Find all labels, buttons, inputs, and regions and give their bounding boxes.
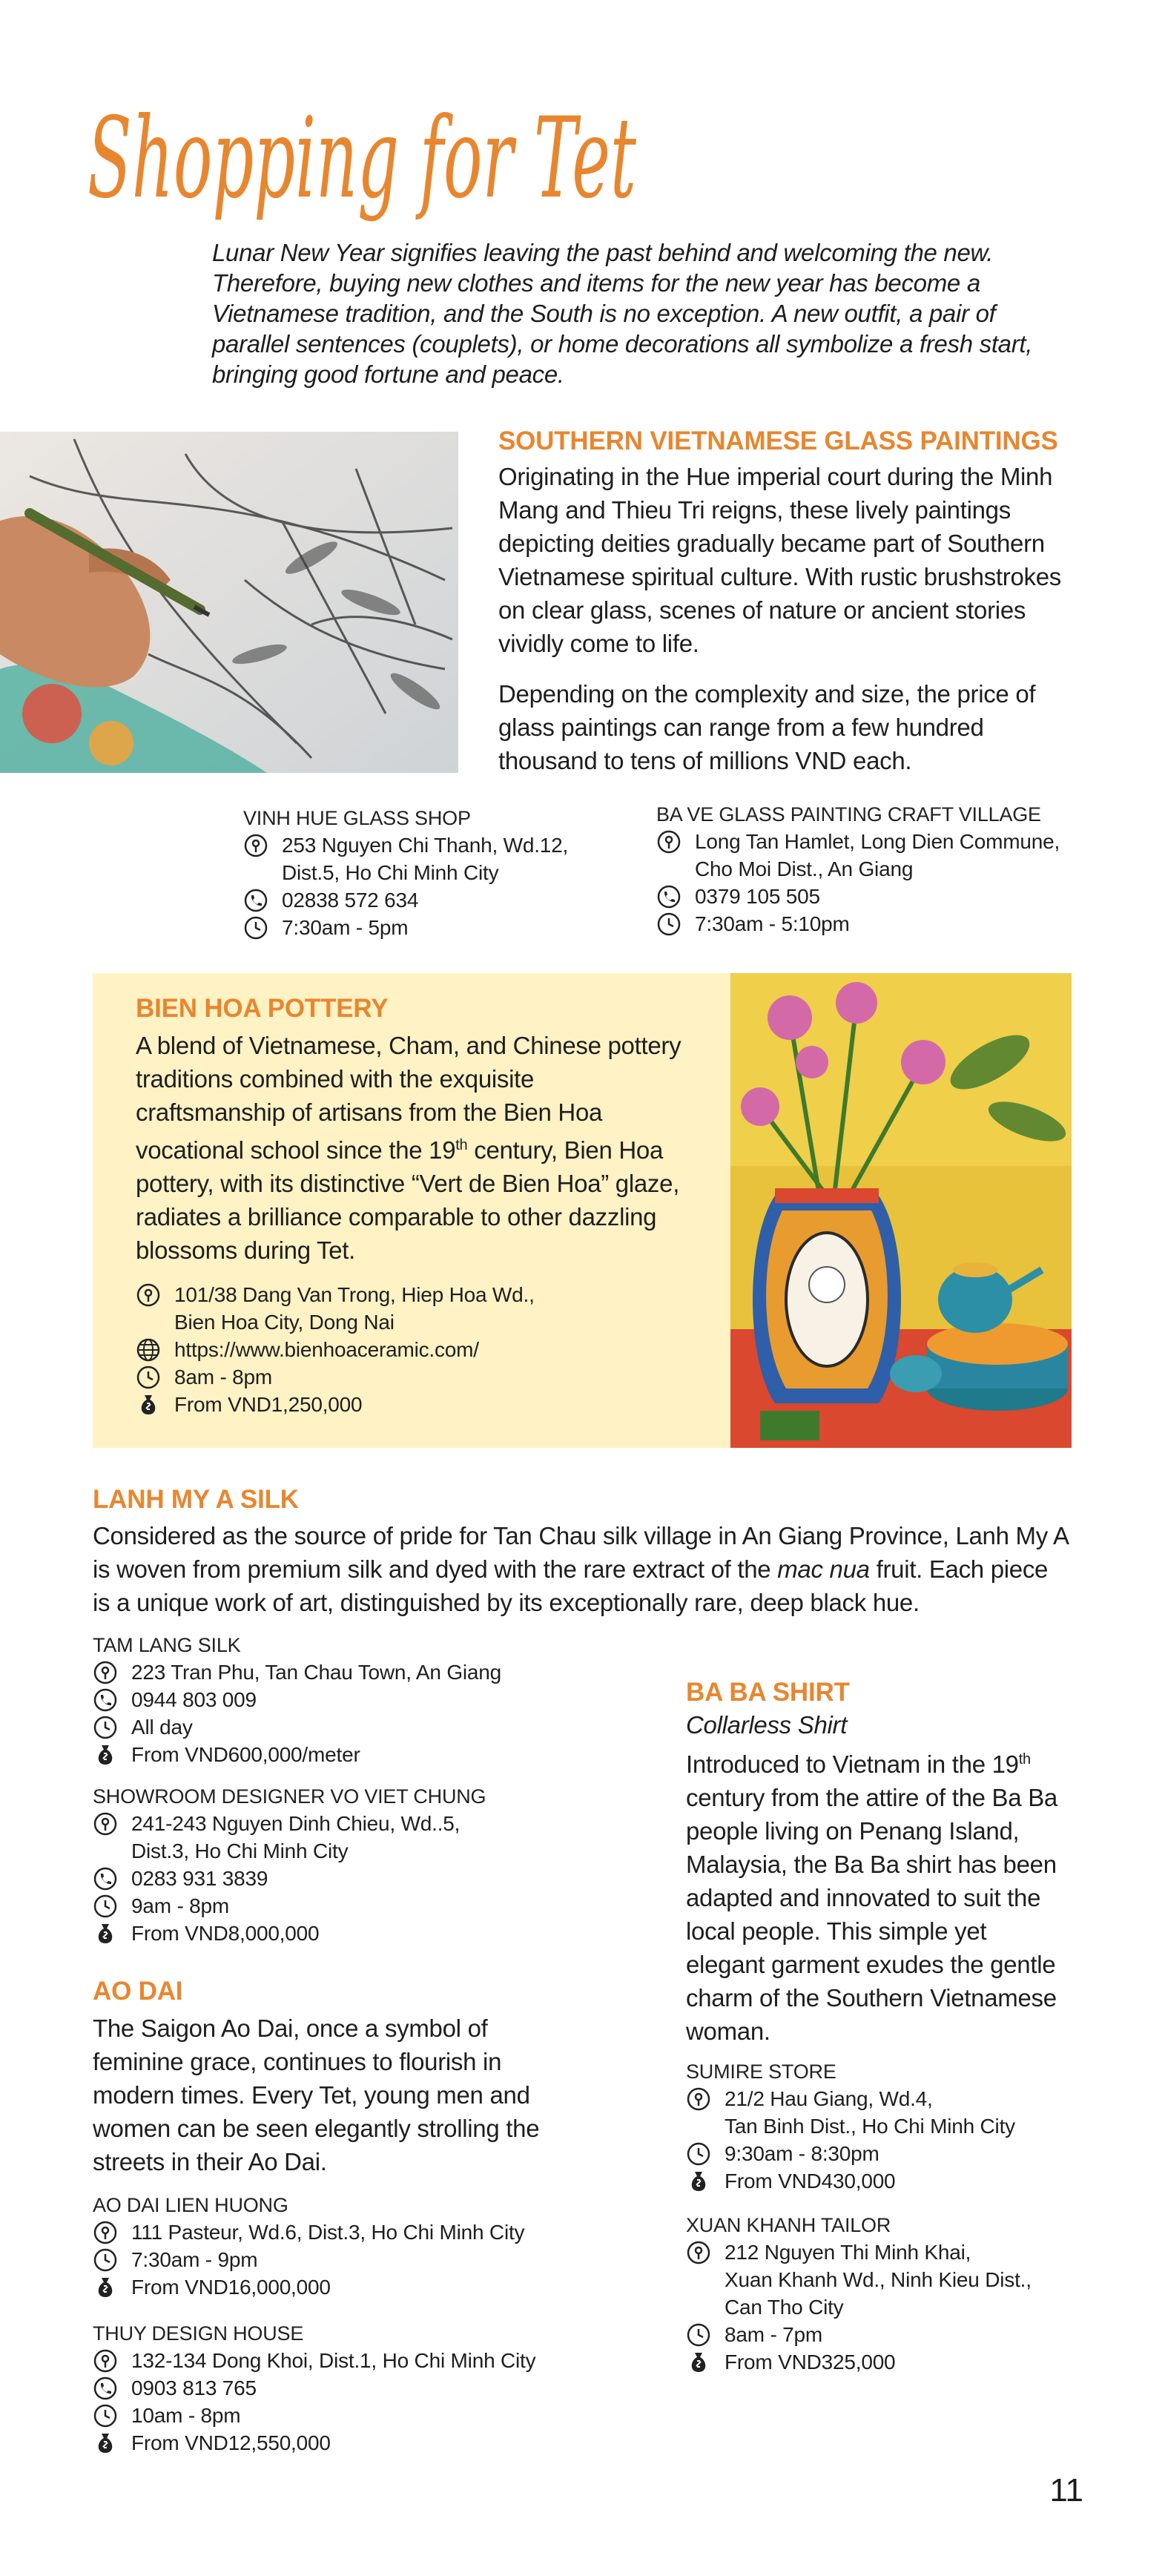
money-bag-icon xyxy=(93,2275,118,2300)
price-text: From VND16,000,000 xyxy=(131,2276,331,2299)
location-pin-icon xyxy=(686,2240,711,2265)
phone-icon xyxy=(656,884,681,909)
hours-text: 8am - 8pm xyxy=(174,1366,273,1389)
phone-icon xyxy=(243,888,268,913)
clock-icon xyxy=(686,2141,711,2167)
hours-row xyxy=(93,1713,686,1741)
phone-icon xyxy=(93,2376,118,2401)
hours-text: 8am - 7pm xyxy=(725,2323,823,2346)
phone-text: 0379 105 505 xyxy=(695,885,820,908)
location-pin-icon xyxy=(93,1660,118,1685)
globe-icon xyxy=(136,1337,161,1363)
location-pin-icon xyxy=(136,1282,161,1308)
baba-heading: BA BA SHIRT xyxy=(686,1678,850,1707)
address-text: 212 Nguyen Thi Minh Khai, Xuan Khanh Wd., Ninh Kieu Dist., Can Tho City xyxy=(725,2241,1032,2319)
phone-row xyxy=(93,2374,701,2402)
clock-icon xyxy=(656,912,681,937)
price-text: From VND1,250,000 xyxy=(174,1393,363,1416)
hours-row xyxy=(93,2246,701,2273)
address-text: 132-134 Dong Khoi, Dist.1, Ho Chi Minh City xyxy=(131,2349,536,2372)
location-pin-icon xyxy=(93,2220,118,2245)
pottery-heading: BIEN HOA POTTERY xyxy=(136,994,389,1023)
location-pin-icon xyxy=(243,833,268,858)
address-row xyxy=(93,1658,686,1686)
baba-shop-xuan-khanh xyxy=(686,2212,1131,2376)
address-text: 253 Nguyen Chi Thanh, Wd.12, Dist.5, Ho Chi Minh City xyxy=(282,834,569,884)
pottery-paragraph xyxy=(136,1029,684,1267)
money-bag-icon xyxy=(93,2431,118,2456)
page-number: 11 xyxy=(1049,2472,1083,2509)
location-pin-icon xyxy=(656,829,681,854)
baba-paragraph xyxy=(686,1743,1072,2048)
shop-name: BA VE GLASS PAINTING CRAFT VILLAGE xyxy=(656,803,1041,826)
hours-text: 9am - 8pm xyxy=(131,1894,230,1917)
price-text: From VND430,000 xyxy=(725,2170,896,2193)
silk-heading: LANH MY A SILK xyxy=(93,1485,299,1514)
price-text: From VND12,550,000 xyxy=(131,2431,331,2454)
phone-row xyxy=(93,1686,686,1713)
phone-row xyxy=(93,1865,686,1892)
aodai-shop-lien-huong xyxy=(93,2192,701,2301)
phone-icon xyxy=(93,1687,118,1713)
phone-text: 0903 813 765 xyxy=(131,2376,257,2399)
pottery-body-part: A blend of Vietnamese, Cham, and Chinese pottery traditions combined with the exquisite craftsmanship of artisans from the Bien Hoa vocational school since the 19 xyxy=(136,1032,681,1164)
address-row xyxy=(93,2347,701,2374)
intro-paragraph: Lunar New Year signifies leaving the past behind and welcoming the new. Therefore, buying new clothes and items for the new year has become a Vietnamese tradition, and the South is no exception. A new outfit, a pair of parallel sentences (couplets), or home decorations all symbolize a fresh start, bringing good fortune and peace. xyxy=(212,239,1033,388)
aodai-paragraph: The Saigon Ao Dai, once a symbol of feminine grace, continues to flourish in modern times. Every Tet, young men and women can be seen elegantly strolling the streets in their Ao Dai. xyxy=(93,2015,540,2175)
baba-shop-sumire xyxy=(686,2058,1131,2195)
silk-shop-vo-viet-chung xyxy=(93,1783,686,1947)
hours-text: 7:30am - 5:10pm xyxy=(695,912,850,935)
price-row xyxy=(136,1391,714,1418)
shop-name: AO DAI LIEN HUONG xyxy=(93,2194,288,2216)
hours-text: 7:30am - 5pm xyxy=(282,916,409,939)
hours-row xyxy=(93,2402,701,2429)
address-row xyxy=(93,2218,701,2246)
pottery-body-part: century, Bien Hoa pottery, with its distinctive “Vert de Bien Hoa” glaze, radiates a brilliance comparable to other dazzling blossoms during Tet. xyxy=(136,1136,680,1264)
phone-row xyxy=(243,886,659,914)
silk-body-part: fruit. Each piece is a unique work of art, distinguished by its exceptionally rare, deep black hue. xyxy=(93,1555,1049,1616)
aodai-shop-thuy-design xyxy=(93,2320,701,2457)
clock-icon xyxy=(136,1365,161,1390)
address-text: Long Tan Hamlet, Long Dien Commune, Cho Moi Dist., An Giang xyxy=(695,830,1060,880)
phone-text: 02838 572 634 xyxy=(282,889,419,912)
clock-icon xyxy=(243,915,268,941)
hours-row xyxy=(243,914,659,941)
glass-heading: SOUTHERN VIETNAMESE GLASS PAINTINGS xyxy=(498,426,1058,455)
price-text: From VND8,000,000 xyxy=(131,1922,320,1945)
website-row xyxy=(136,1336,714,1363)
phone-text: 0944 803 009 xyxy=(131,1688,257,1711)
clock-icon xyxy=(93,1715,118,1740)
shop-name: VINH HUE GLASS SHOP xyxy=(243,807,471,829)
address-row xyxy=(243,831,659,886)
money-bag-icon xyxy=(686,2350,711,2375)
money-bag-icon xyxy=(136,1392,161,1417)
baba-body-part: Introduced to Vietnam in the 19 xyxy=(686,1750,1019,1778)
price-row xyxy=(686,2167,1131,2195)
hours-text: All day xyxy=(131,1716,193,1739)
clock-icon xyxy=(686,2322,711,2348)
hours-text: 10am - 8pm xyxy=(131,2404,241,2427)
glass-shop-ba-ve xyxy=(656,801,1116,938)
phone-text: 0283 931 3839 xyxy=(131,1867,268,1890)
address-text: 21/2 Hau Giang, Wd.4, Tan Binh Dist., Ho Chi Minh City xyxy=(725,2087,1015,2138)
phone-row xyxy=(656,883,1116,910)
address-row xyxy=(136,1281,714,1336)
shop-name: SHOWROOM DESIGNER VO VIET CHUNG xyxy=(93,1785,486,1808)
website-link[interactable]: https://www.bienhoaceramic.com/ xyxy=(174,1338,479,1361)
hours-row xyxy=(686,2140,1131,2167)
aodai-heading: AO DAI xyxy=(93,1977,183,2006)
price-row xyxy=(93,2273,701,2301)
address-text: 223 Tran Phu, Tan Chau Town, An Giang xyxy=(131,1661,502,1684)
address-text: 111 Pasteur, Wd.6, Dist.3, Ho Chi Minh City xyxy=(131,2221,525,2244)
pottery-superscript: th xyxy=(455,1137,468,1153)
address-row xyxy=(93,1810,686,1865)
address-text: 241-243 Nguyen Dinh Chieu, Wd..5, Dist.3, Ho Chi Minh City xyxy=(131,1812,461,1862)
address-row xyxy=(686,2085,1131,2140)
address-row xyxy=(656,828,1116,883)
price-text: From VND600,000/meter xyxy=(131,1743,360,1766)
pottery-info xyxy=(136,1281,714,1418)
money-bag-icon xyxy=(686,2169,711,2194)
shop-name: SUMIRE STORE xyxy=(686,2061,836,2083)
money-bag-icon xyxy=(93,1742,118,1768)
baba-subheading: Collarless Shirt xyxy=(686,1711,848,1739)
phone-icon xyxy=(93,1866,118,1891)
price-row xyxy=(686,2348,1131,2376)
hours-row xyxy=(686,2321,1131,2348)
shop-name: THUY DESIGN HOUSE xyxy=(93,2322,304,2345)
location-pin-icon xyxy=(93,1811,118,1837)
price-text: From VND325,000 xyxy=(725,2351,896,2374)
baba-superscript: th xyxy=(1018,1751,1031,1768)
hours-row xyxy=(656,910,1116,938)
silk-shop-tam-lang xyxy=(93,1632,686,1768)
silk-paragraph xyxy=(93,1519,1072,1619)
shop-name: TAM LANG SILK xyxy=(93,1634,241,1656)
price-row xyxy=(93,1741,686,1768)
location-pin-icon xyxy=(93,2348,118,2374)
money-bag-icon xyxy=(93,1921,118,1946)
price-row xyxy=(93,1920,686,1947)
page-title xyxy=(88,63,651,248)
address-text: 101/38 Dang Van Trong, Hiep Hoa Wd., Bien Hoa City, Dong Nai xyxy=(174,1283,535,1334)
silk-emphasis: mac nua xyxy=(777,1555,870,1583)
hours-row xyxy=(136,1363,714,1391)
glass-shop-vinh-hue xyxy=(243,805,659,941)
price-row xyxy=(93,2429,701,2457)
pottery-photo xyxy=(730,973,1072,1448)
clock-icon xyxy=(93,1894,118,1919)
baba-body-part: century from the attire of the Ba Ba people living on Penang Island, Malaysia, the Ba Ba shirt has been adapted and innovated to suit the local people. This simple yet elegant garment exudes the gentle charm of the Southern Vietnamese woman. xyxy=(686,1784,1057,2045)
location-pin-icon xyxy=(686,2086,711,2112)
page-title-text: Shopping for Tet xyxy=(88,94,637,223)
clock-icon xyxy=(93,2403,118,2428)
hours-row xyxy=(93,1892,686,1920)
clock-icon xyxy=(93,2247,118,2273)
glass-painting-photo xyxy=(0,432,458,773)
address-row xyxy=(686,2239,1131,2321)
shop-name: XUAN KHANH TAILOR xyxy=(686,2214,891,2236)
glass-paragraph-2: Depending on the complexity and size, the price of glass paintings can range from a few hundred thousand to tens of millions VND each. xyxy=(498,680,1036,774)
hours-text: 9:30am - 8:30pm xyxy=(725,2142,879,2165)
glass-paragraph-1: Originating in the Hue imperial court during the Minh Mang and Thieu Tri reigns, these lively paintings depicting deities gradually became part of Southern Vietnamese spiritual culture. With rustic brushstrokes on clear glass, scenes of nature or ancient stories vividly come to life. xyxy=(498,463,1061,657)
silk-body-part: Considered as the source of pride for Tan Chau silk village in An Giang Province, Lanh My A is woven from premium silk and dyed with the rare extract of the xyxy=(93,1522,1068,1583)
hours-text: 7:30am - 9pm xyxy=(131,2248,258,2271)
